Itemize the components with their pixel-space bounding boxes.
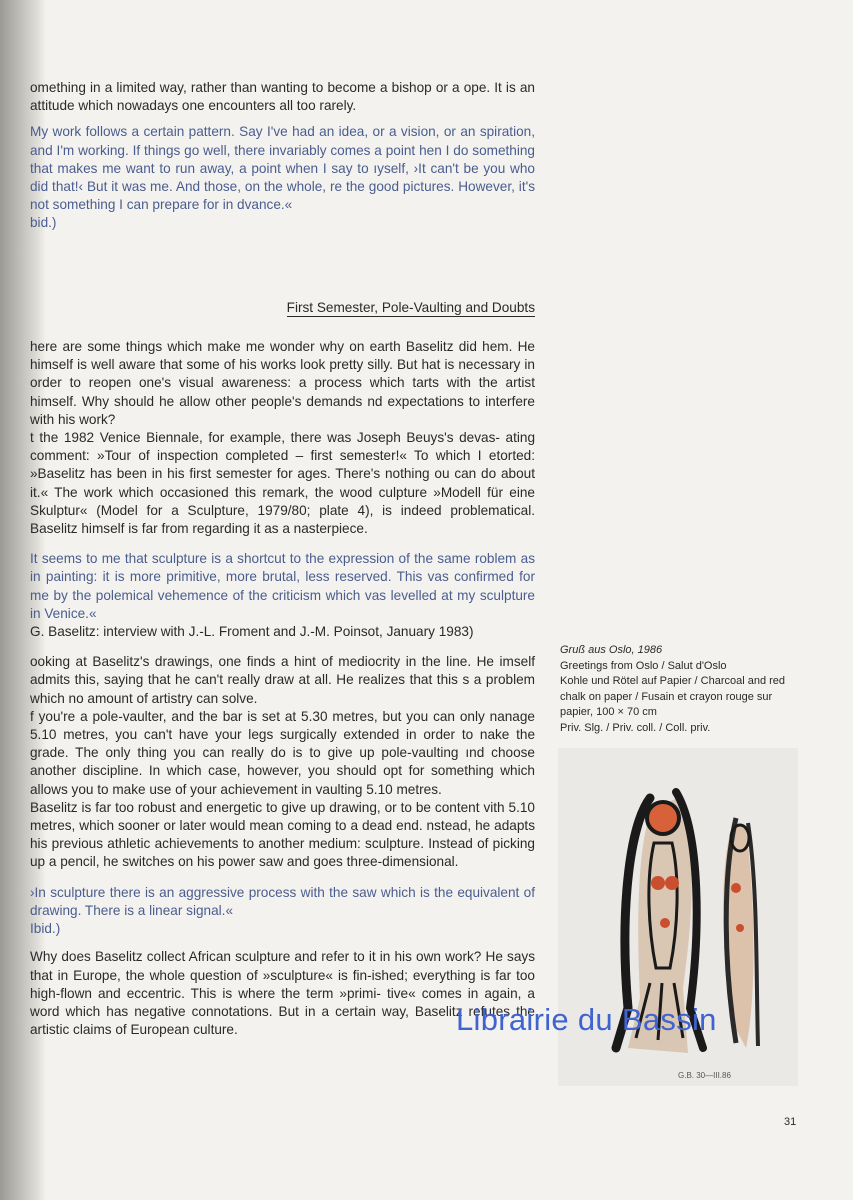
paragraph-african-sculpture: Why does Baselitz collect African sculpture and refer to it in his own work? He says that in Europe, the whole question of »sculpture« is fin-ished; everything is far too high-flown and eccentric. This is where the term »primi- tive« comes in again, a word which has negative connotations. But in a certain way, Baselitz refutes the artistic claims of European culture. [30,949,535,1038]
paragraph-pole-vaulter: f you're a pole-vaulter, and the bar is set at 5.30 metres, but you can only nanage 5.10 metres, you can't have your legs surgically extended in order to nake the grade. The only thing you can really do is to give up pole-vaulting ınd choose another discipline. In which case, however, you should opt for something which allows you to make use of your achievement in vaulting 5.10 metres. [30,708,535,797]
main-text-block [30,338,535,1039]
caption-line-title-translations: Greetings from Oslo / Salut d'Oslo [560,659,727,672]
paragraph-intro: omething in a limited way, rather than wanting to become a bishop or a ope. It is an attitude which nowadays one encounters all too rarely. [30,80,535,114]
quote-work-pattern: My work follows a certain pattern. Say I've had an idea, or a vision, or an spiration, and I'm working. If things go well, there invariably comes a point hen I do something that makes me want to run away, a point when I say to ıyself, ›It can't be you who did that!‹ But it was me. And those, on the whole, re the good pictures. However, it's not something I can prepare for in dvance.« [30,124,535,213]
artwork-caption [560,643,800,736]
paragraph-silly-works: here are some things which make me wonder why on earth Baselitz did hem. He himself is well aware that some of his works look pretty silly. But hat is necessary in order to reopen one's visual awareness: a process which tarts with the artist himself. Why should he allow other people's demands nd expectations to interfere with his work? [30,339,535,427]
paragraph-robust: Baselitz is far too robust and energetic to give up drawing, or to be content vith 5.10 metres, which sooner or later would mean coming to a dead end. nstead, he adapts his previous athletic achievements to another medium: sculpture. Instead of picking up a pencil, he switches on his power saw and goes three-dimensional. [30,799,535,870]
page-number: 31 [784,1116,797,1128]
caption-title: Gruß aus Oslo, 1986 [560,644,663,656]
quote-sculpture-shortcut: It seems to me that sculpture is a shortcut to the expression of the same roblem as in painting: it is more primitive, more brutal, less reserved. This vas confirmed for me by the polemical vehemence of the criticism which vas levelled at my sculpture in Venice.« [30,551,535,621]
quote-source-interview: G. Baselitz: interview with J.-L. Froment and J.-M. Poinsot, January 1983) [30,624,474,640]
section-heading: First Semester, Pole-Vaulting and Doubts [286,300,535,315]
artwork-signature: G.B. 30—III.86 [678,1071,731,1080]
watermark-text: Librairie du Bassin [456,1002,717,1037]
quote-saw: ›In sculpture there is an aggressive process with the saw which is the equivalent of drawing. There is a linear signal.« [30,884,535,918]
quote-source-ibid-2: Ibid.) [30,921,61,937]
paragraph-drawings: ooking at Baselitz's drawings, one finds a hint of mediocrity in the line. He imself admits this, saying that he can't really draw at all. He realizes that this s a problem which no amount of artistry can solve. [30,654,535,706]
paragraph-venice-biennale: t the 1982 Venice Biennale, for example, there was Joseph Beuys's devas- ating comment: »Tour of inspection completed – first semester!« To which I etorted: »Baselitz has been in his first semester for ages. There's nothing ou can do about it.« The work which occasioned this remark, the wood culpture »Modell für eine Skulptur« (Model for a Sculpture, 1979/80; plate 4), is indeed problematical. Baselitz himself is far from regarding it as a nasterpiece. [30,430,535,537]
caption-line-collection: Priv. Slg. / Priv. coll. / Coll. priv. [560,721,711,734]
caption-line-medium: Kohle und Rötel auf Papier / Charcoal and red chalk on paper / Fusain et crayon rouge sur papier, 100 × 70 cm [560,675,786,718]
quote-source-ibid: bid.) [30,215,57,231]
top-text-block [30,79,535,233]
